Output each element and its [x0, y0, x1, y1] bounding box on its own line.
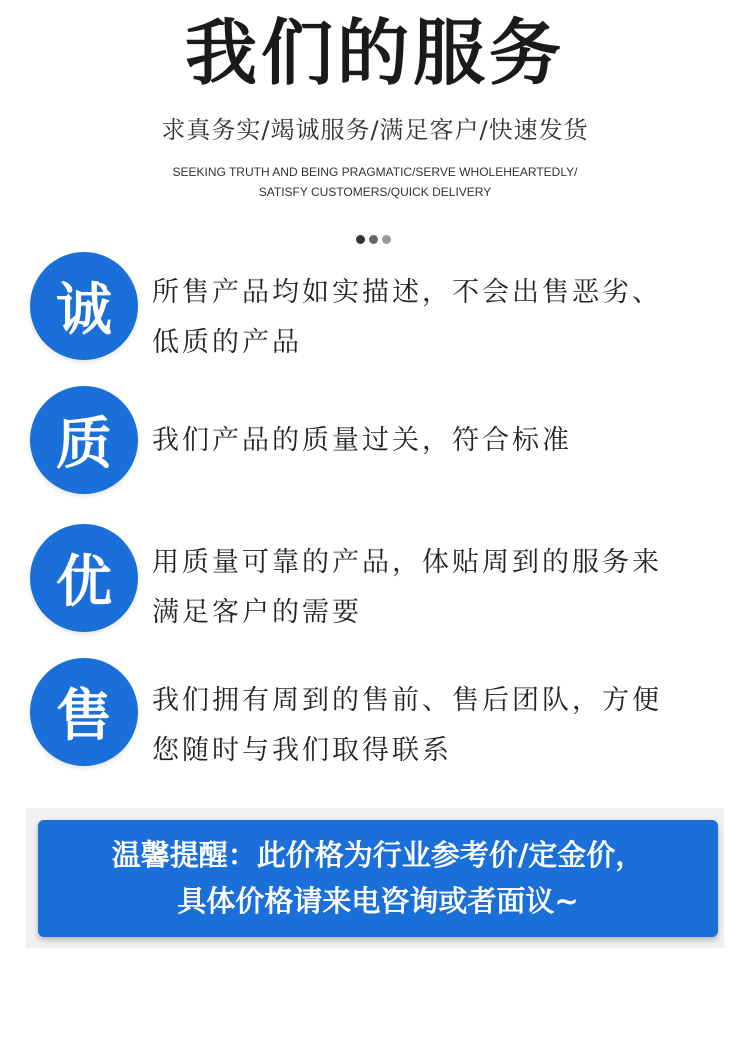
- feature-quality: [0, 384, 750, 504]
- feature-excellence-text: [152, 538, 722, 638]
- feature-service-text: [152, 676, 722, 776]
- page-title: 我们的服务: [184, 11, 565, 95]
- feature-excellence-line1: 用质量可靠的产品，体贴周到的服务来: [152, 547, 662, 578]
- feature-service-line1: 我们拥有周到的售前、售后团队，方便: [152, 685, 662, 716]
- subtitle-english: [0, 162, 750, 202]
- feature-honesty: [0, 250, 750, 370]
- feature-quality-badge: 质: [30, 386, 138, 494]
- feature-excellence-line2: 满足客户的需要: [152, 597, 362, 628]
- subtitle-chinese: 求真务实/竭诚服务/满足客户/快速发货: [161, 116, 589, 144]
- feature-honesty-text: [152, 268, 722, 368]
- dot-3: [382, 235, 391, 244]
- feature-quality-text: [152, 416, 722, 466]
- feature-service: [0, 656, 750, 776]
- reminder-banner: [38, 820, 718, 937]
- feature-service-line2: 您随时与我们取得联系: [152, 735, 452, 766]
- feature-quality-line1: 我们产品的质量过关，符合标准: [152, 425, 572, 456]
- subtitle-english-line2: SATISFY CUSTOMERS/QUICK DELIVERY: [258, 185, 492, 199]
- feature-honesty-line2: 低质的产品: [152, 327, 302, 358]
- feature-excellence: [0, 522, 750, 642]
- dot-2: [369, 235, 378, 244]
- subtitle-english-line1: SEEKING TRUTH AND BEING PRAGMATIC/SERVE WHOLEHEARTEDLY/: [172, 165, 578, 179]
- feature-honesty-line1: 所售产品均如实描述，不会出售恶劣、: [152, 277, 662, 308]
- feature-excellence-badge: 优: [30, 524, 138, 632]
- reminder-line2: 具体价格请来电咨询或者面议~: [177, 884, 579, 918]
- feature-honesty-badge: 诚: [30, 252, 138, 360]
- feature-service-badge: 售: [30, 658, 138, 766]
- reminder-line1: 温馨提醒：此价格为行业参考价/定金价，: [111, 838, 645, 872]
- pagination-dots: [356, 235, 391, 244]
- dot-1: [356, 235, 365, 244]
